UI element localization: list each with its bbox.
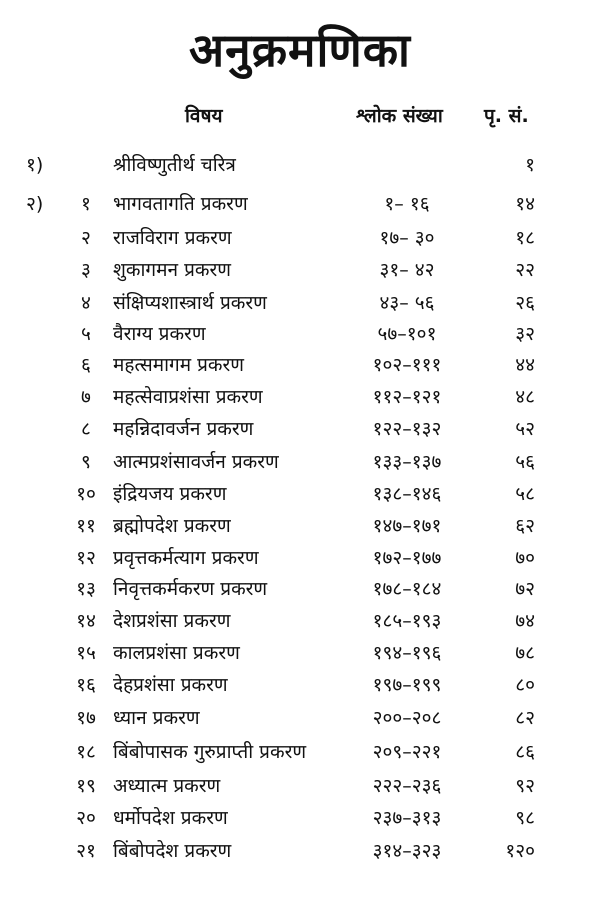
toc-row [0, 479, 600, 509]
toc-row [0, 803, 600, 833]
row-chapter-title: देहप्रशंसा प्रकरण [113, 674, 228, 696]
row-verse-range: १२२–१३२ [372, 418, 442, 440]
row-page-number: ५६ [515, 451, 535, 473]
row-section-number: १) [26, 154, 44, 176]
row-page-number: ५२ [515, 418, 535, 440]
row-page-number: १४ [515, 193, 535, 215]
row-verse-range: १३८–१४६ [372, 483, 442, 505]
row-verse-range: १७२–१७७ [372, 547, 442, 569]
row-chapter-title: धर्मोपदेश प्रकरण [113, 807, 228, 829]
row-verse-range: ३१४–३२३ [372, 840, 442, 862]
row-chapter-number: ११ [76, 515, 96, 537]
row-page-number: ७० [515, 547, 535, 569]
row-chapter-title: ध्यान प्रकरण [113, 707, 200, 729]
row-verse-range: ३१– ४२ [379, 259, 435, 281]
header-subject: विषय [185, 105, 223, 127]
row-verse-range: १८५–१९३ [372, 610, 442, 632]
toc-row [0, 703, 600, 733]
row-chapter-number: १९ [76, 775, 96, 797]
row-page-number: ४८ [515, 386, 535, 408]
row-chapter-title: राजविराग प्रकरण [113, 227, 232, 249]
row-verse-range: १०२–१११ [372, 354, 442, 376]
row-chapter-title: निवृत्तकर्मकरण प्रकरण [113, 578, 268, 600]
row-chapter-number: १० [76, 483, 96, 505]
toc-row [0, 638, 600, 668]
toc-row [0, 511, 600, 541]
row-verse-range: १४७–१७१ [372, 515, 442, 537]
row-chapter-number: ३ [81, 259, 91, 281]
row-verse-range: १९४–१९६ [372, 642, 442, 664]
row-verse-range: १९७–१९९ [372, 674, 442, 696]
row-chapter-title: प्रवृत्तकर्मत्याग प्रकरण [113, 547, 259, 569]
row-chapter-title: इंद्रियजय प्रकरण [113, 483, 227, 505]
row-chapter-title: देशप्रशंसा प्रकरण [113, 610, 231, 632]
row-verse-range: १३३–१३७ [372, 451, 442, 473]
row-verse-range: २२२–२३६ [372, 775, 442, 797]
row-chapter-number: १४ [76, 610, 96, 632]
toc-row [0, 319, 600, 349]
row-page-number: ९२ [515, 775, 535, 797]
row-verse-range: १– १६ [384, 193, 430, 215]
row-chapter-number: १३ [76, 578, 96, 600]
toc-row [0, 223, 600, 253]
row-chapter-number: १६ [76, 674, 96, 696]
row-page-number: ७८ [515, 642, 535, 664]
toc-row [0, 606, 600, 636]
row-chapter-title: ब्रह्मोपदेश प्रकरण [113, 515, 231, 537]
toc-row [0, 670, 600, 700]
row-verse-range: १७८–१८४ [372, 578, 442, 600]
row-chapter-title: अध्यात्म प्रकरण [113, 775, 221, 797]
row-page-number: ८२ [515, 707, 535, 729]
row-chapter-number: ७ [81, 386, 91, 408]
row-chapter-number: १८ [76, 741, 96, 763]
toc-row [0, 771, 600, 801]
row-chapter-number: ५ [81, 323, 91, 345]
toc-row [0, 189, 600, 219]
row-page-number: ६२ [515, 515, 535, 537]
page-title: अनुक्रमणिका [189, 23, 411, 77]
row-page-number: १ [525, 154, 535, 176]
toc-row [0, 255, 600, 285]
toc-row [0, 414, 600, 444]
row-verse-range: २००–२०८ [372, 707, 442, 729]
row-verse-range: २३७–३१३ [372, 807, 442, 829]
row-page-number: ४४ [515, 354, 535, 376]
row-page-number: २२ [515, 259, 535, 281]
row-chapter-title: कालप्रशंसा प्रकरण [113, 642, 240, 664]
row-chapter-title: संक्षिप्यशास्त्रार्थ प्रकरण [113, 292, 267, 314]
row-verse-range: ११२–१२१ [372, 386, 442, 408]
row-chapter-number: १७ [76, 707, 96, 729]
row-chapter-title: आत्मप्रशंसावर्जन प्रकरण [113, 451, 279, 473]
row-verse-range: ५७–१०१ [377, 323, 437, 345]
row-page-number: ८६ [515, 741, 535, 763]
header-verse-count: श्लोक संख्या [356, 105, 443, 127]
row-page-number: ९८ [515, 807, 535, 829]
row-chapter-title: महत्सेवाप्रशंसा प्रकरण [113, 386, 263, 408]
row-chapter-number: २० [76, 807, 96, 829]
row-verse-range: २०९–२२१ [372, 741, 442, 763]
row-verse-range: ४३– ५६ [379, 292, 435, 314]
row-chapter-number: ८ [81, 418, 91, 440]
row-page-number: ८० [515, 674, 535, 696]
toc-row [0, 150, 600, 180]
toc-row [0, 447, 600, 477]
row-chapter-title: भागवतागति प्रकरण [113, 193, 248, 215]
row-chapter-number: ४ [81, 292, 91, 314]
row-chapter-title: महन्निदावर्जन प्रकरण [113, 418, 254, 440]
row-chapter-title: बिंबोपदेश प्रकरण [113, 840, 232, 862]
row-chapter-title: श्रीविष्णुतीर्थ चरित्र [113, 154, 236, 176]
row-chapter-number: २ [81, 227, 91, 249]
row-chapter-title: वैराग्य प्रकरण [113, 323, 206, 345]
row-page-number: ७४ [515, 610, 535, 632]
toc-row [0, 350, 600, 380]
header-page-number: पृ. सं. [484, 105, 529, 127]
row-page-number: ३२ [515, 323, 535, 345]
row-chapter-number: ९ [81, 451, 91, 473]
row-chapter-number: ६ [81, 354, 91, 376]
row-page-number: ७२ [515, 578, 535, 600]
toc-row [0, 574, 600, 604]
row-chapter-number: १ [81, 193, 91, 215]
row-chapter-number: १५ [76, 642, 96, 664]
toc-row [0, 382, 600, 412]
toc-row [0, 288, 600, 318]
row-page-number: १८ [515, 227, 535, 249]
row-page-number: १२० [505, 840, 535, 862]
row-chapter-number: १२ [76, 547, 96, 569]
toc-row [0, 836, 600, 866]
row-chapter-title: बिंबोपासक गुरुप्राप्ती प्रकरण [113, 741, 307, 763]
toc-row [0, 737, 600, 767]
row-chapter-number: २१ [76, 840, 96, 862]
row-page-number: ५८ [515, 483, 535, 505]
row-section-number: २) [26, 193, 44, 215]
row-chapter-title: महत्समागम प्रकरण [113, 354, 245, 376]
row-page-number: २६ [515, 292, 535, 314]
row-chapter-title: शुकागमन प्रकरण [113, 259, 231, 281]
toc-row [0, 543, 600, 573]
row-verse-range: १७– ३० [379, 227, 435, 249]
